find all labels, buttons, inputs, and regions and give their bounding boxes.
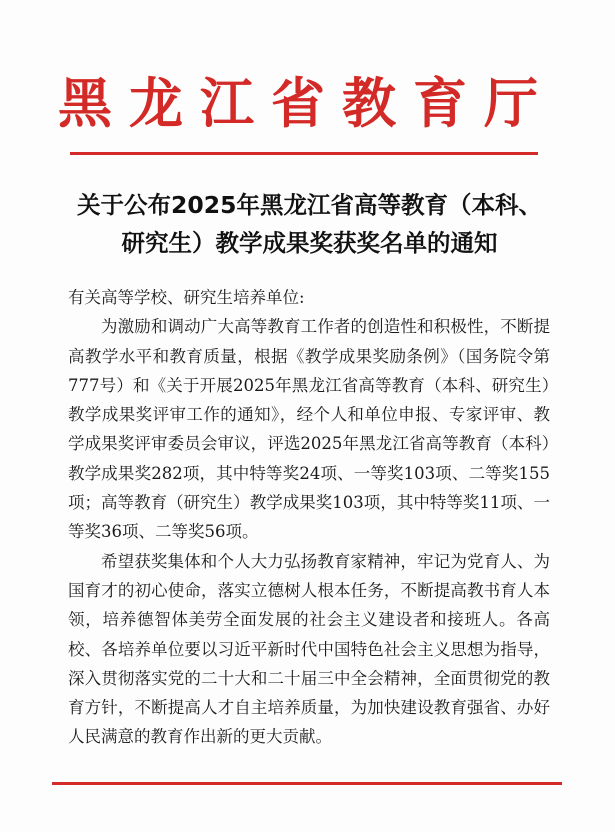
document-title bbox=[62, 186, 557, 262]
title-line-2: 研究生）教学成果奖获奖名单的通知 bbox=[121, 229, 498, 257]
issuer-header: 黑龙江省教育厅 bbox=[58, 71, 555, 135]
title-line-1: 关于公布2025年黑龙江省高等教育（本科、 bbox=[77, 191, 542, 219]
footer-red-rule bbox=[52, 782, 562, 785]
header-red-rule bbox=[70, 152, 538, 155]
paragraph-1: 为激励和调动广大高等教育工作者的创造性和积极性，不断提高教学水平和教育质量，根据《教学成果奖励条例》（国务院令第777号）和《关于开展2025年黑龙江省高等教育（本科、研究生）教学成果奖评审工作的通知》，经个人和单位申报、专家评审、教学成果奖评审委员会审议，评选2025年黑龙江省高等教育（本科）教学成果奖282项，其中特等奖24项、一等奖103项、二等奖155项；高等教育（研究生）教学成果奖103项，其中特等奖11项、一等奖36项、二等奖56项。 bbox=[68, 317, 550, 542]
document-body bbox=[68, 283, 550, 752]
paragraph-2: 希望获奖集体和个人大力弘扬教育家精神，牢记为党育人、为国育才的初心使命，落实立德树人根本任务，不断提高教书育人本领，培养德智体美劳全面发展的社会主义建设者和接班人。各高校、各培养单位要以习近平新时代中国特色社会主义思想为指导，深入贯彻落实党的二十大和二十届三中全会精神，全面贯彻党的教育方针，不断提高人才自主培养质量，为加快建设教育强省、办好人民满意的教育作出新的更大贡献。 bbox=[68, 551, 550, 747]
salutation: 有关高等学校、研究生培养单位: bbox=[68, 288, 305, 307]
